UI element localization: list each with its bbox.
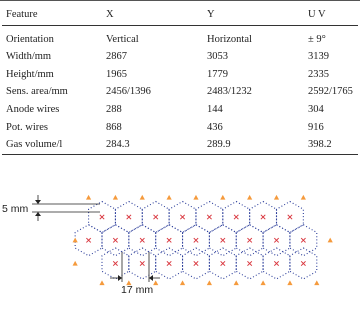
arrowhead-down-icon [35, 200, 41, 204]
field-wire-triangle-icon [113, 195, 118, 200]
header-y: Y [203, 3, 304, 26]
cell-x: 1965 [106, 68, 127, 80]
field-wire-triangle-icon [301, 195, 306, 200]
cell-uv: 398.2 [304, 136, 358, 154]
field-wire-triangle-icon [99, 280, 104, 285]
header-uv: U V [304, 3, 358, 26]
row-label: Width/mm [6, 51, 52, 63]
wire-chamber-specs-table [2, 3, 358, 155]
header-x: X [102, 3, 203, 26]
cell-x: 2456/1396 [106, 86, 151, 98]
field-wire-triangle-icon [140, 195, 145, 200]
field-wire-markers [73, 195, 333, 285]
field-wire-triangle-icon [287, 280, 292, 285]
table-top-rule [0, 0, 360, 1]
cell-x: 868 [106, 121, 122, 133]
field-wire-triangle-icon [274, 195, 279, 200]
horizontal-spacing-label: 17 mm [121, 284, 154, 296]
table-row [2, 26, 358, 49]
row-label: Sens. area/mm [6, 86, 68, 98]
cell-x: 288 [106, 104, 122, 116]
header-feature: Feature [2, 3, 102, 26]
cell-uv: ± 9° [308, 33, 326, 45]
field-wire-triangle-icon [207, 280, 212, 285]
field-wire-triangle-icon [167, 195, 172, 200]
table-header-row [2, 3, 358, 26]
arrowhead-right-icon [118, 275, 122, 281]
cell-uv: 2592/1765 [308, 86, 353, 98]
vertical-spacing-label: 5 mm [2, 203, 29, 215]
cell-uv: 3139 [308, 51, 329, 63]
field-wire-triangle-icon [73, 261, 78, 266]
field-wire-triangle-icon [260, 280, 265, 285]
vertical-dimension [2, 195, 100, 221]
table-row [2, 101, 358, 119]
cell-y: 144 [207, 104, 223, 116]
cell-y: 3053 [207, 51, 228, 63]
row-label: Gas volume/l [2, 136, 102, 154]
row-label: Orientation [6, 33, 54, 45]
field-wire-triangle-icon [73, 238, 78, 243]
field-wire-triangle-icon [234, 280, 239, 285]
cell-y: Horizontal [207, 33, 252, 45]
arrowhead-up-icon [35, 212, 41, 216]
cell-y: 1779 [207, 68, 228, 80]
cell-uv: 916 [308, 121, 324, 133]
table-row [2, 48, 358, 66]
field-wire-triangle-icon [153, 280, 158, 285]
field-wire-triangle-icon [180, 280, 185, 285]
cell-y: 289.9 [203, 136, 304, 154]
hexagonal-cell-diagram [0, 180, 360, 300]
table-row [2, 83, 358, 101]
row-label: Pot. wires [6, 121, 48, 133]
field-wire-triangle-icon [86, 195, 91, 200]
cell-uv: 2335 [308, 68, 329, 80]
horizontal-dimension [110, 252, 160, 296]
field-wire-triangle-icon [328, 238, 333, 243]
field-wire-triangle-icon [247, 195, 252, 200]
table-row [2, 118, 358, 136]
cell-y: 2483/1232 [207, 86, 252, 98]
cell-y: 436 [207, 121, 223, 133]
field-wire-triangle-icon [220, 195, 225, 200]
field-wire-triangle-icon [314, 280, 319, 285]
field-wire-triangle-icon [193, 195, 198, 200]
table-row [2, 136, 358, 154]
cell-x: Vertical [106, 33, 139, 45]
cell-x: 2867 [106, 51, 127, 63]
row-label: Anode wires [6, 104, 60, 116]
cell-uv: 304 [308, 104, 324, 116]
arrowhead-left-icon [149, 275, 153, 281]
row-label: Height/mm [6, 68, 54, 80]
table-row [2, 66, 358, 84]
cell-x: 284.3 [102, 136, 203, 154]
